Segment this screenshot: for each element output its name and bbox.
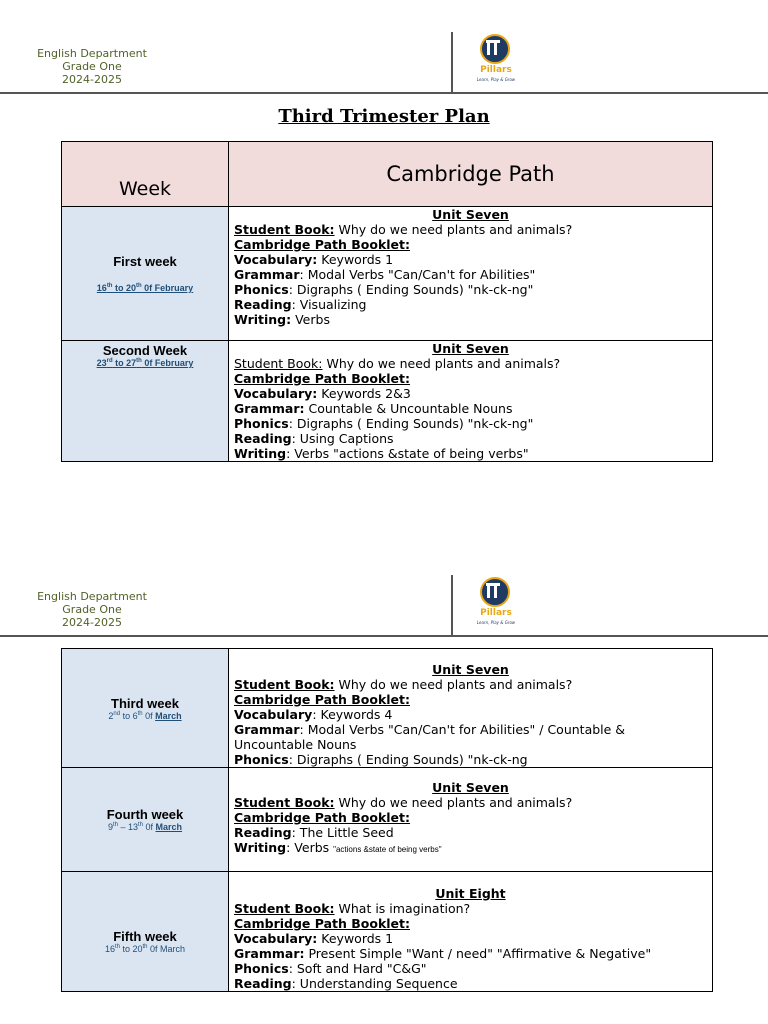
department-name: English Department — [37, 47, 147, 60]
week-cell — [62, 341, 229, 462]
table-row — [62, 649, 713, 768]
grade-label: Grade One — [62, 603, 122, 616]
week-name: Fifth week — [113, 929, 177, 944]
department-info — [22, 47, 162, 86]
week-column-header: Week — [62, 142, 229, 207]
pillars-logo — [474, 34, 520, 88]
week-dates: 9th – 13th 0f March — [107, 822, 183, 832]
week-cell — [62, 207, 229, 341]
table-row — [62, 768, 713, 872]
school-year: 2024-2025 — [62, 616, 122, 629]
week-name: Third week — [111, 695, 179, 711]
table-header-row — [62, 142, 713, 207]
content-cell: Unit Seven Student Book: Why do we need plants and animals? Cambridge Path Booklet: Vocabulary: Keywords 1 Grammar: Modal Verbs "Can/Can't for Abilities" Phonics: Digraphs ( Ending Sounds) "nk-ck-ng" Reading: Visualizing Writing: Verbs — [229, 207, 713, 341]
week-cell — [62, 872, 229, 992]
cambridge-path-header: Cambridge Path — [229, 142, 713, 207]
week-cell — [62, 768, 229, 872]
unit-title: Unit Seven — [432, 341, 509, 356]
week-name: First week — [113, 254, 177, 269]
logo-name: Pillars — [480, 65, 512, 75]
department-info — [22, 590, 162, 629]
unit-title: Unit Eight — [435, 886, 506, 901]
header-rule — [0, 635, 768, 637]
logo-tagline: Learn, Play & Grow — [476, 620, 516, 625]
logo-tagline: Learn, Play & Grow — [476, 77, 516, 82]
content-cell: Unit Seven Student Book: Why do we need plants and animals? Cambridge Path Booklet: Vocabulary: Keywords 4 Grammar: Modal Verbs "Can/Can't for Abilities" / Countable & Uncountable Nouns Phonics: Digraphs ( Ending Sounds) "nk-ck-ng — [229, 649, 713, 768]
week-dates: 16th to 20th 0f March — [104, 944, 186, 954]
week-cell — [62, 649, 229, 768]
school-year: 2024-2025 — [62, 73, 122, 86]
plan-table-2 — [61, 648, 713, 992]
table-row — [62, 207, 713, 341]
week-name: Second Week — [102, 343, 188, 358]
week-dates: 23rd to 27th 0f February — [96, 358, 194, 368]
page-title: Third Trimester Plan — [278, 106, 490, 127]
content-cell: Unit Seven Student Book: Why do we need plants and animals? Cambridge Path Booklet: Vocabulary: Keywords 2&3 Grammar: Countable & Uncountable Nouns Phonics: Digraphs ( Ending Sounds) "nk-ck-ng" Reading: Using Captions Writing: Verbs "actions &state of being verbs" — [229, 341, 713, 462]
unit-title: Unit Seven — [432, 780, 509, 795]
page-header-1 — [0, 32, 768, 94]
week-name: Fourth week — [106, 807, 184, 822]
content-cell: Unit Seven Student Book: Why do we need plants and animals? Cambridge Path Booklet: Reading: The Little Seed Writing: Verbs "actions &state of being verbs" — [229, 768, 713, 872]
grade-label: Grade One — [62, 60, 122, 73]
table-row — [62, 872, 713, 992]
department-name: English Department — [37, 590, 147, 603]
table-row — [62, 341, 713, 462]
unit-title: Unit Seven — [432, 662, 509, 677]
week-dates: 2nd to 6th 0f March — [108, 710, 182, 721]
unit-title: Unit Seven — [432, 207, 509, 222]
logo-name: Pillars — [480, 608, 512, 618]
page-header-2 — [0, 575, 768, 637]
content-cell: Unit Eight Student Book: What is imagination? Cambridge Path Booklet: Vocabulary: Keywords 1 Grammar: Present Simple "Want / need" "Affirmative & Negative" Phonics: Soft and Hard "C&G" Reading: Understanding Sequence — [229, 872, 713, 992]
header-divider — [451, 575, 453, 635]
pillars-logo — [474, 577, 520, 631]
plan-table-1 — [61, 141, 713, 462]
header-rule — [0, 92, 768, 94]
header-divider — [451, 32, 453, 92]
week-dates: 16th to 20th 0f February — [96, 283, 194, 293]
